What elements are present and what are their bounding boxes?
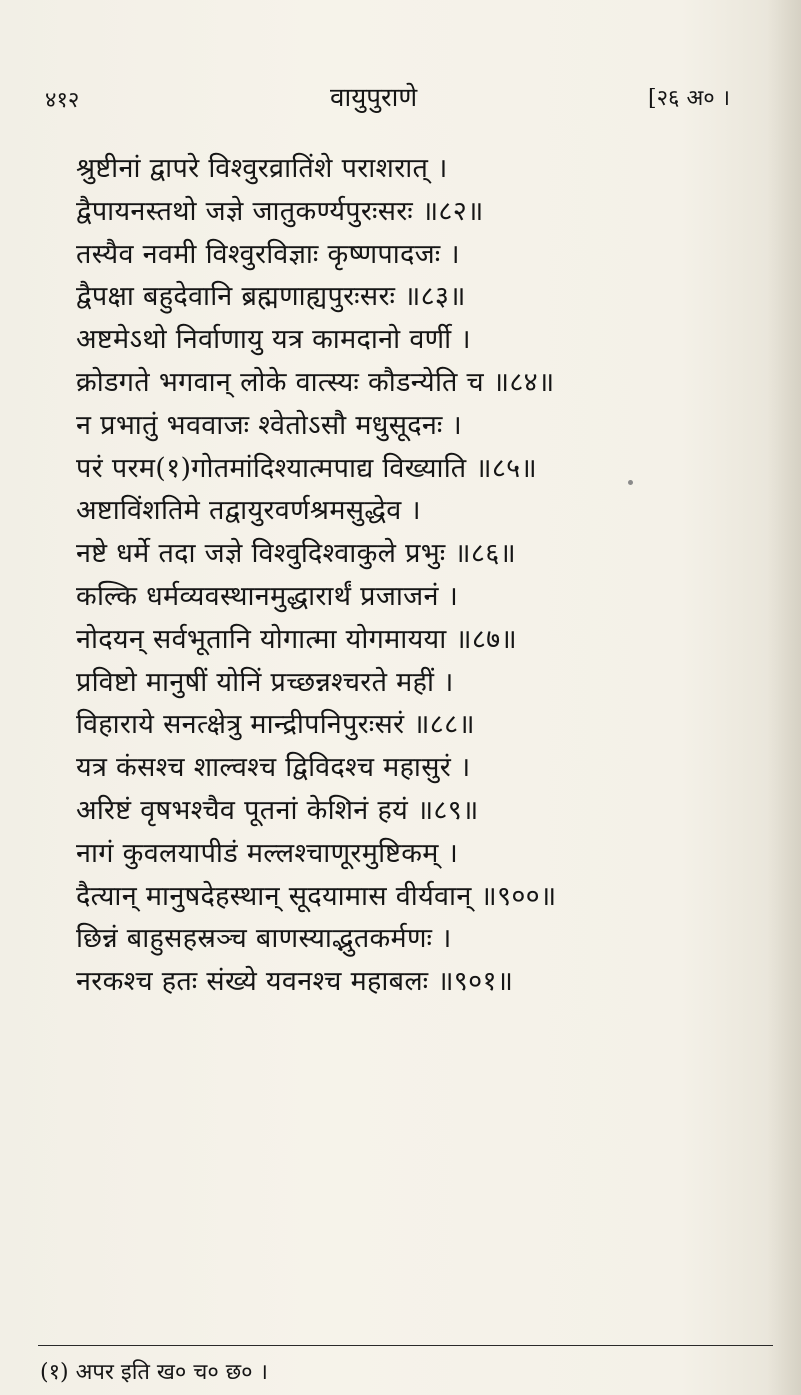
verse-line: परं परम(१)गोतमांदिश्यात्मपाद्य विख्याति ॥८५॥ <box>76 452 537 484</box>
verse-line: श्रुष्टीनां द्वापरे विश्वुरव्रातिंशे पराशरात् । <box>76 153 448 184</box>
verse-line: क्रोडगते भगवान् लोके वात्स्यः कौडन्येति च ॥८४॥ <box>76 366 555 398</box>
section-marker: [२६ अ० । <box>648 86 731 111</box>
footnote-rule <box>38 1345 773 1346</box>
page-number: ४१२ <box>45 88 80 113</box>
verse-line: न प्रभातुं भववाजः श्वेतोऽसौ मधुसूदनः । <box>76 409 463 441</box>
verse-line: द्वैपक्षा बहुदेवानि ब्रह्मणाह्यपुरःसरः ॥८३॥ <box>76 281 466 313</box>
verse-line: दैत्यान् मानुषदेहस्थान् सूदयामास वीर्यवान् ॥९००॥ <box>76 880 557 912</box>
verse-block <box>76 148 776 1004</box>
paper-speck <box>628 480 633 485</box>
verse-line: नरकश्च हतः संख्ये यवनश्च महाबलः ॥९०१॥ <box>76 966 514 998</box>
verse-line: कल्कि धर्मव्यवस्थानमुद्धारार्थं प्रजाजनं । <box>76 580 459 612</box>
verse-line: प्रविष्टो मानुषीं योनिं प्रच्छन्नश्चरते महीं । <box>76 666 454 698</box>
verse-line: तस्यैव नवमी विश्वुरविज्ञाः कृष्णपादजः । <box>76 238 460 270</box>
verse-line: विहाराये सनत्क्षेत्रु मान्द्रीपनिपुरःसरं ॥८८॥ <box>76 709 475 741</box>
verse-line: छिन्नं बाहुसहस्रञ्च बाणस्याद्भुतकर्मणः । <box>76 923 452 955</box>
verse-line: अरिष्टं वृषभश्चैव पूतनां केशिनं हयं ॥८९॥ <box>76 794 479 826</box>
verse-line: अष्टमेऽथो निर्वाणायु यत्र कामदानो वर्णी । <box>76 324 471 356</box>
footnote: (१) अपर इति ख० च० छ० । <box>40 1360 268 1385</box>
verse-line: अष्टाविंशतिमे तद्वायुरवर्णश्रमसुद्धेव । <box>76 495 421 527</box>
verse-line: नोदयन् सर्वभूतानि योगात्मा योगमायया ॥८७॥ <box>76 623 517 655</box>
verse-line: यत्र कंसश्च शाल्वश्च द्विविदश्च महासुरं । <box>76 752 471 784</box>
verse-line: नागं कुवलयापीडं मल्लश्चाणूरमुष्टिकम् । <box>76 837 459 869</box>
running-header <box>0 78 801 118</box>
verse-line: द्वैपायनस्तथो जज्ञे जातुकर्ण्यपुरःसरः ॥८२॥ <box>76 195 484 227</box>
verse-line: नष्टे धर्मे तदा जज्ञे विश्वुदिश्वाकुले प्रभुः ॥८६॥ <box>76 538 517 570</box>
running-title: वायुपुराणे <box>330 83 418 113</box>
